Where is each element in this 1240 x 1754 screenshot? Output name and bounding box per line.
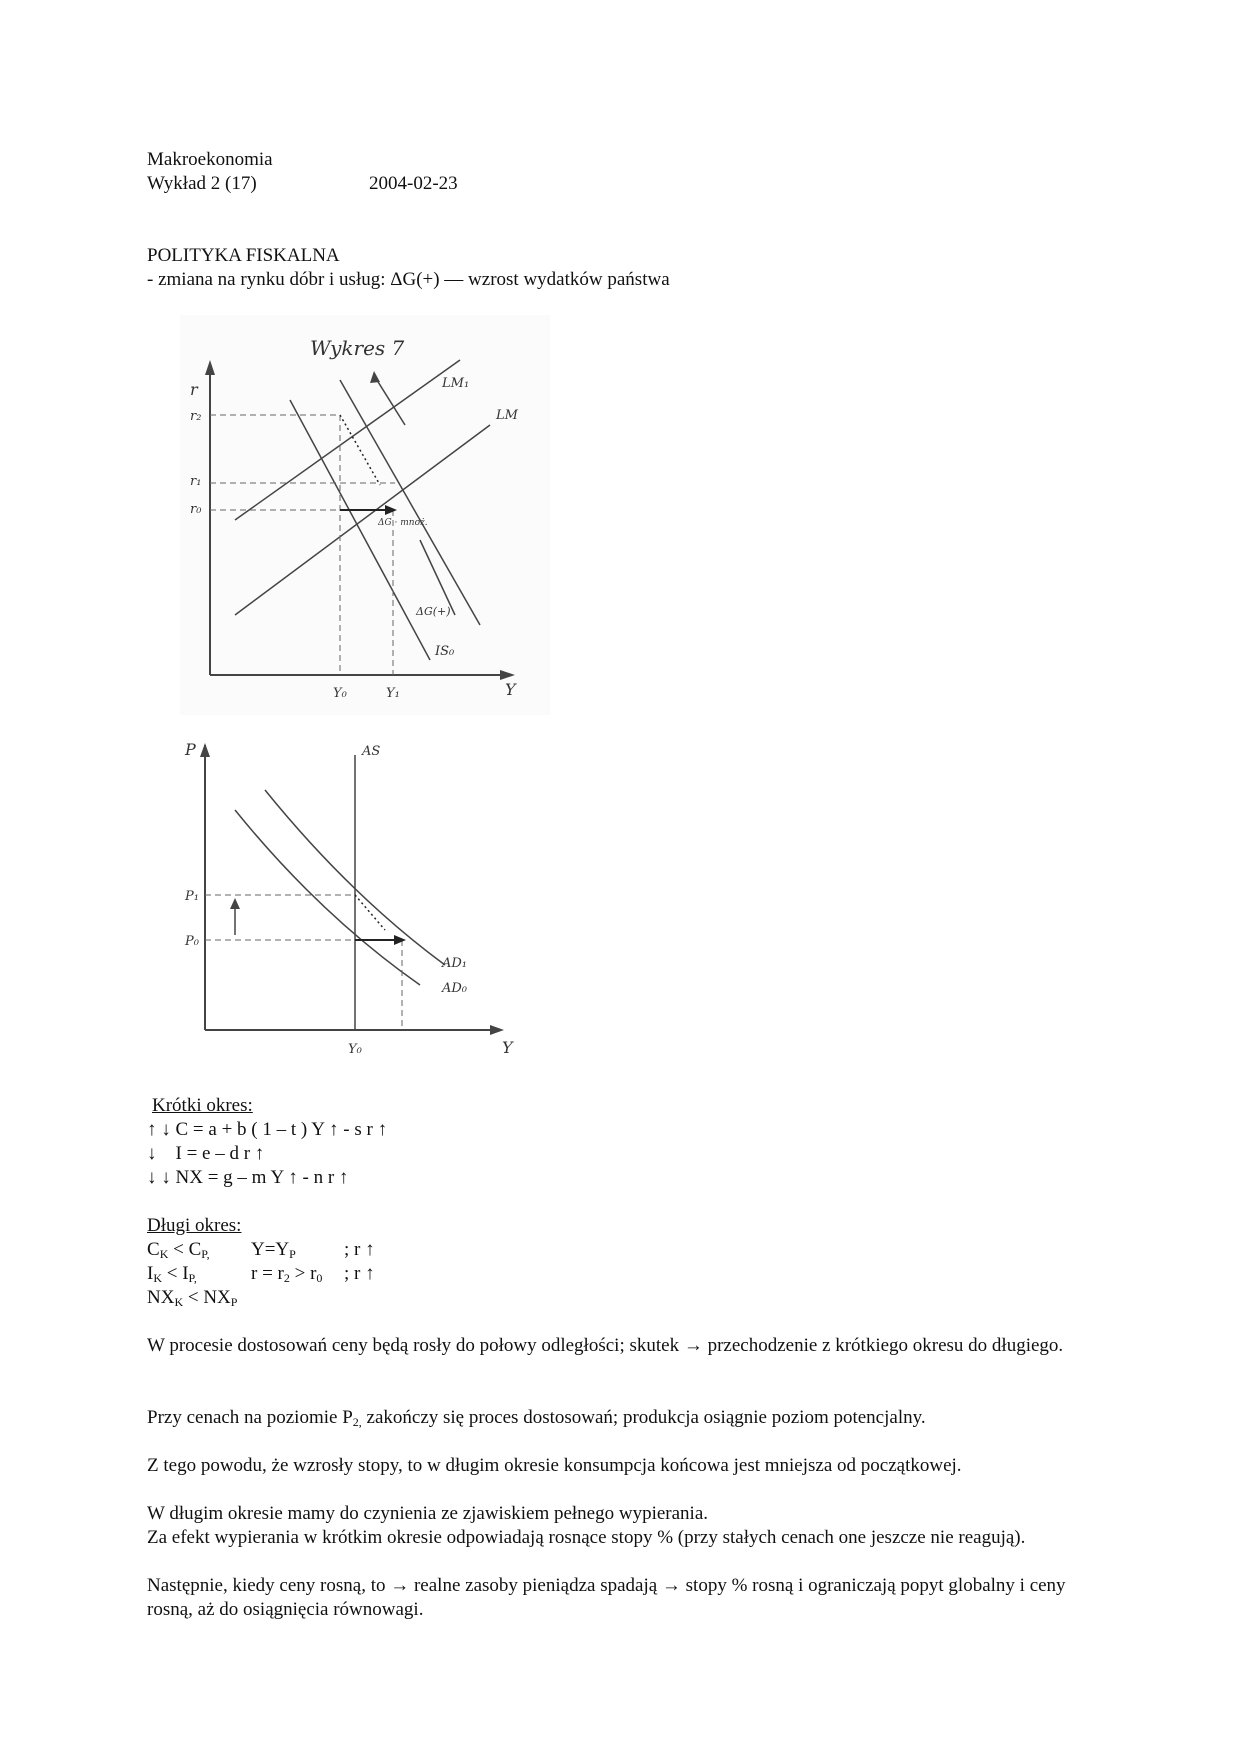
price-rise-arrowhead-icon <box>230 898 240 909</box>
net-exports-equation: ↓ ↓ NX = g – m Y ↑ - n r ↑ <box>147 1167 349 1188</box>
long-run-row-net-exports <box>147 1286 237 1314</box>
as-label: AS <box>362 744 381 759</box>
paragraph-consumption: Z tego powodu, że wzrosły stopy, to w długim okresie konsumpcja końcowa jest mniejsza od początkowej. <box>147 1455 962 1476</box>
ck-symbol: C <box>147 1239 160 1260</box>
paragraph-crowding-out-2: Za efekt wypierania w krótkim okresie odpowiadają rosnące stopy % (przy stałych cenach one jeszcze nie reagują). <box>147 1527 1026 1548</box>
r0-label: r₀ <box>190 502 202 517</box>
chart-title: Wykres 7 <box>310 336 405 360</box>
output-sub: P <box>289 1247 296 1261</box>
ck-sub: K <box>159 1247 169 1261</box>
rate-sub-0: 0 <box>316 1271 323 1285</box>
y-axis-arrow-icon <box>200 743 210 757</box>
nxp-symbol: < NX <box>183 1287 231 1308</box>
short-run-heading: Krótki okres: <box>152 1095 253 1116</box>
paragraph-price-adjustment: W procesie dostosowań ceny będą rosły do połowy odległości; skutek → przechodzenie z krótkiego okresu do długiego. <box>147 1335 1064 1356</box>
x-axis-label: Y <box>502 1038 513 1057</box>
cp-symbol: < C <box>168 1239 202 1260</box>
lecture-date: 2004-02-23 <box>369 173 458 194</box>
ad-shift-arrowhead-icon <box>394 935 406 945</box>
adas-chart <box>180 735 520 1065</box>
paragraph-crowding-out-1: W długim okresie mamy do czynienia ze zjawiskiem pełnego wypierania. <box>147 1503 709 1524</box>
y-axis-label: P <box>185 740 196 759</box>
lecture-number: Wykład 2 (17) <box>147 173 257 194</box>
dg-plus-label: ΔG(+) <box>416 605 451 618</box>
long-run-rate-note-1: ; r ↑ <box>344 1239 375 1260</box>
cp-sub: P, <box>201 1247 210 1261</box>
lm1-label: LM₁ <box>442 376 470 391</box>
long-run-heading: Długi okres: <box>147 1215 242 1236</box>
nxk-symbol: NX <box>147 1287 175 1308</box>
r1-label: r₁ <box>190 474 202 489</box>
long-run-rate-note-2: ; r ↑ <box>344 1263 375 1284</box>
rate-sub-2: 2 <box>283 1271 290 1285</box>
is0-label: IS₀ <box>435 644 455 659</box>
paragraph-p2-level <box>147 1406 1077 1434</box>
investment-equation: ↓ I = e – d r ↑ <box>147 1143 265 1164</box>
ik-sub: K <box>153 1271 162 1285</box>
ip-symbol: < I <box>162 1263 189 1284</box>
p1-label: P₁ <box>185 889 199 904</box>
ip-sub: P, <box>188 1271 197 1285</box>
rate-compare: > r <box>289 1263 317 1284</box>
ad1-label: AD₁ <box>442 956 468 971</box>
section-title: POLITYKA FISKALNA <box>147 245 340 266</box>
y0-label: Y₀ <box>333 686 347 701</box>
nxk-sub: K <box>174 1295 184 1309</box>
consumption-equation: ↑ ↓ C = a + b ( 1 – t ) Y ↑ - s r ↑ <box>147 1119 388 1140</box>
dg-multiplier-label: ΔG · mnoż. <box>378 518 428 528</box>
ad0-curve <box>235 810 420 985</box>
long-run-rate <box>251 1262 322 1290</box>
y1-label: Y₁ <box>386 686 400 701</box>
course-title: Makroekonomia <box>147 149 273 170</box>
nxp-sub: P <box>230 1295 238 1309</box>
output-symbol: Y=Y <box>251 1239 290 1260</box>
ad0-label: AD₀ <box>442 981 468 996</box>
lm-label: LM <box>496 408 518 423</box>
section-subtitle: - zmiana na rynku dóbr i usług: ΔG(+) — wzrost wydatków państwa <box>147 269 670 290</box>
p2-subscript: 2, <box>352 1415 362 1429</box>
p2-text-start: Przy cenach na poziomie P <box>147 1407 353 1428</box>
ik-symbol: I <box>147 1263 154 1284</box>
r2-label: r₂ <box>190 409 202 424</box>
paragraph-crowding-out-3: Następnie, kiedy ceny rosną, to → realne zasoby pieniądza spadają → stopy % rosną i ograniczają popyt globalny i ceny rosną, aż do osiągnięcia równowagi. <box>147 1575 1066 1620</box>
p0-label: P₀ <box>185 934 199 949</box>
islm-chart <box>180 315 550 715</box>
x-axis-arrow-icon <box>490 1025 504 1035</box>
x-axis-label: Y <box>505 680 516 699</box>
y0-label: Y₀ <box>348 1042 362 1057</box>
scan-background <box>180 315 550 715</box>
y-axis-label: r <box>190 380 198 399</box>
rate-symbol: r = r <box>251 1263 284 1284</box>
p2-text-end: zakończy się proces dostosowań; produkcja osiągnie poziom potencjalny. <box>361 1407 926 1428</box>
